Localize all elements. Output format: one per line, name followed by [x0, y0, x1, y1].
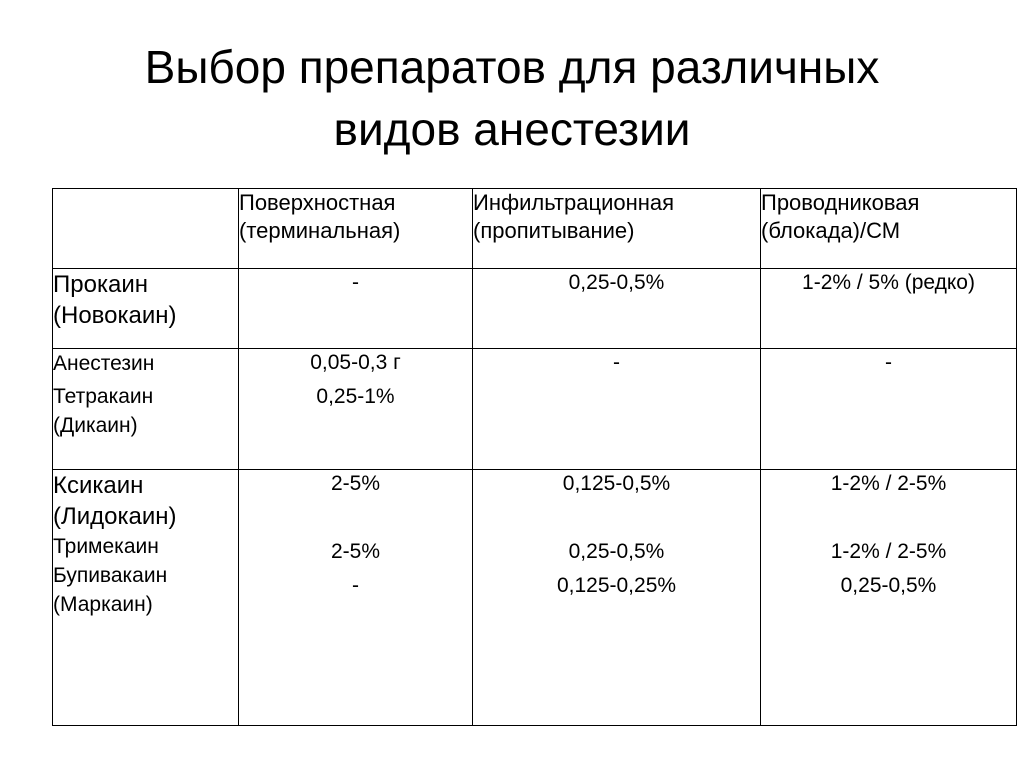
value-xicaine-conduction: 1-2% / 2-5% [830, 472, 947, 495]
drug-name-lidocaine: (Лидокаин) [53, 503, 177, 530]
drug-cell-procaine [53, 269, 239, 349]
value-tetracaine-surface: 0,25-1% [316, 385, 395, 408]
value-bupivacaine-infiltration: 0,125-0,25% [556, 574, 677, 597]
value-anesthesin-tetracaine-surface [239, 349, 473, 470]
anesthesia-drug-table [52, 188, 1017, 726]
value-trimecaine-surface: 2-5% [330, 540, 381, 563]
drug-name-bupivacaine: Бупивакаин [53, 564, 168, 587]
value-xicaine-group-infiltration [473, 470, 761, 726]
drug-name-tetracaine: Тетракаин [53, 385, 154, 408]
value-text: - [613, 351, 620, 374]
value-trimecaine-conduction: 1-2% / 2-5% [830, 540, 947, 563]
header-corner-cell [53, 189, 239, 269]
drug-cell-xicaine-group [53, 470, 239, 726]
value-procaine-infiltration [473, 269, 761, 349]
table-row-anesthesin-tetracaine [53, 349, 1017, 470]
drug-name-anesthesin: Анестезин [53, 352, 155, 375]
value-text: - [885, 351, 892, 374]
value-trimecaine-infiltration: 0,25-0,5% [568, 540, 665, 563]
header-surface-anesthesia [239, 189, 473, 269]
value-bupivacaine-surface: - [352, 574, 359, 597]
table-row-xicaine-group [53, 470, 1017, 726]
header-conduction-line-1: Проводниковая [761, 190, 920, 215]
value-bupivacaine-conduction: 0,25-0,5% [840, 574, 937, 597]
slide-title [0, 36, 1024, 160]
value-anesthesin-surface: 0,05-0,3 г [310, 351, 401, 374]
value-xicaine-group-surface [239, 470, 473, 726]
value-text: 1-2% / 5% (редко) [802, 271, 975, 294]
header-infiltration-line-1: Инфильтрационная [473, 190, 675, 215]
slide-title-line-1: Выбор препаратов для различных [144, 41, 880, 93]
value-xicaine-group-conduction [761, 470, 1017, 726]
value-procaine-surface [239, 269, 473, 349]
header-conduction-anesthesia [761, 189, 1017, 269]
table-row-procaine [53, 269, 1017, 349]
header-conduction-line-2: (блокада)/СМ [761, 218, 901, 243]
table-header-row [53, 189, 1017, 269]
drug-name-xicaine: Ксикаин [53, 472, 144, 499]
value-text: - [352, 271, 359, 294]
drug-cell-anesthesin-tetracaine [53, 349, 239, 470]
drug-name-novocaine: (Новокаин) [53, 302, 177, 329]
header-surface-line-2: (терминальная) [239, 218, 401, 243]
value-anesthesin-tetracaine-infiltration [473, 349, 761, 470]
value-text: 0,25-0,5% [568, 271, 665, 294]
drug-name-dicaine: (Дикаин) [53, 414, 138, 437]
slide-title-line-2: видов анестезии [333, 103, 691, 155]
value-anesthesin-tetracaine-conduction [761, 349, 1017, 470]
drug-name-marcaine: (Маркаин) [53, 593, 153, 616]
value-xicaine-surface: 2-5% [330, 472, 381, 495]
header-infiltration-anesthesia [473, 189, 761, 269]
header-infiltration-line-2: (пропитывание) [473, 218, 635, 243]
header-surface-line-1: Поверхностная [239, 190, 396, 215]
drug-name-trimecaine: Тримекаин [53, 535, 159, 558]
value-procaine-conduction [761, 269, 1017, 349]
drug-name-procaine: Прокаин [53, 271, 148, 298]
value-xicaine-infiltration: 0,125-0,5% [562, 472, 671, 495]
